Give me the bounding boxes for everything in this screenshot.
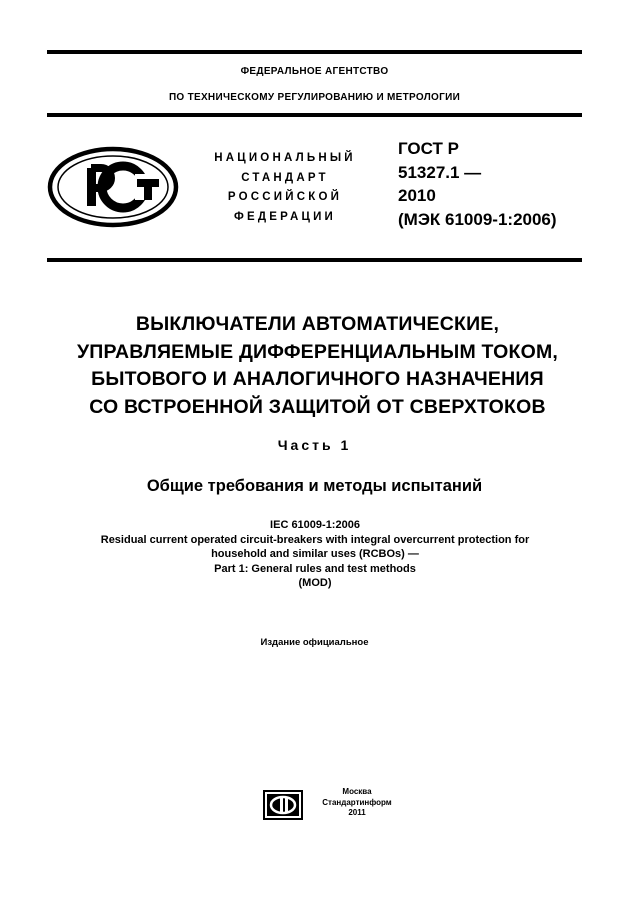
national-line: СТАНДАРТ [241,171,329,184]
header-rule [47,113,582,117]
top-rule [47,50,582,54]
iec-line: household and similar uses (RCBOs) — [211,548,419,560]
gost-line: ГОСТ Р [398,139,459,158]
document-title [60,311,575,421]
title-line: УПРАВЛЯЕМЫЕ ДИФФЕРЕНЦИАЛЬНЫМ ТОКОМ, [76,340,559,363]
agency-line-2: ПО ТЕХНИЧЕСКОМУ РЕГУЛИРОВАНИЮ И МЕТРОЛОГИИ [168,92,461,103]
title-line: БЫТОВОГО И АНАЛОГИЧНОГО НАЗНАЧЕНИЯ [91,368,544,390]
national-standard-label [185,149,385,227]
iec-line: (MOD) [298,577,332,589]
part-label: Часть 1 [277,437,352,453]
rst-logo-icon [47,146,179,228]
publisher-name: Стандартинформ [322,797,392,807]
publisher-info [302,787,412,819]
document-subtitle: Общие требования и методы испытаний [146,477,483,495]
national-line: РОССИЙСКОЙ [227,191,343,203]
edition-label: Издание официальное [260,637,369,648]
iec-reference [40,518,590,591]
iec-line: Part 1: General rules and test methods [214,562,416,575]
iec-line: Residual current operated circuit-breakers with integral overcurrent protection for [100,533,530,546]
block-rule [47,258,582,262]
standartinform-logo-icon [263,790,303,820]
gost-line: 51327.1 — [398,162,482,182]
iec-line: IEC 61009-1:2006 [270,519,360,531]
national-line: НАЦИОНАЛЬНЫЙ [214,152,356,164]
title-line: СО ВСТРОЕННОЙ ЗАЩИТОЙ ОТ СВЕРХТОКОВ [89,395,546,418]
agency-line-1: ФЕДЕРАЛЬНОЕ АГЕНТСТВО [240,66,389,77]
gost-line: (МЭК 61009-1:2006) [398,209,557,229]
gost-line: 2010 [398,186,436,205]
publisher-year: 2011 [348,808,366,817]
publisher-city: Москва [342,787,372,796]
national-line: ФЕДЕРАЦИИ [233,210,337,223]
title-line: ВЫКЛЮЧАТЕЛИ АВТОМАТИЧЕСКИЕ, [135,313,500,335]
gost-designation [398,137,557,231]
